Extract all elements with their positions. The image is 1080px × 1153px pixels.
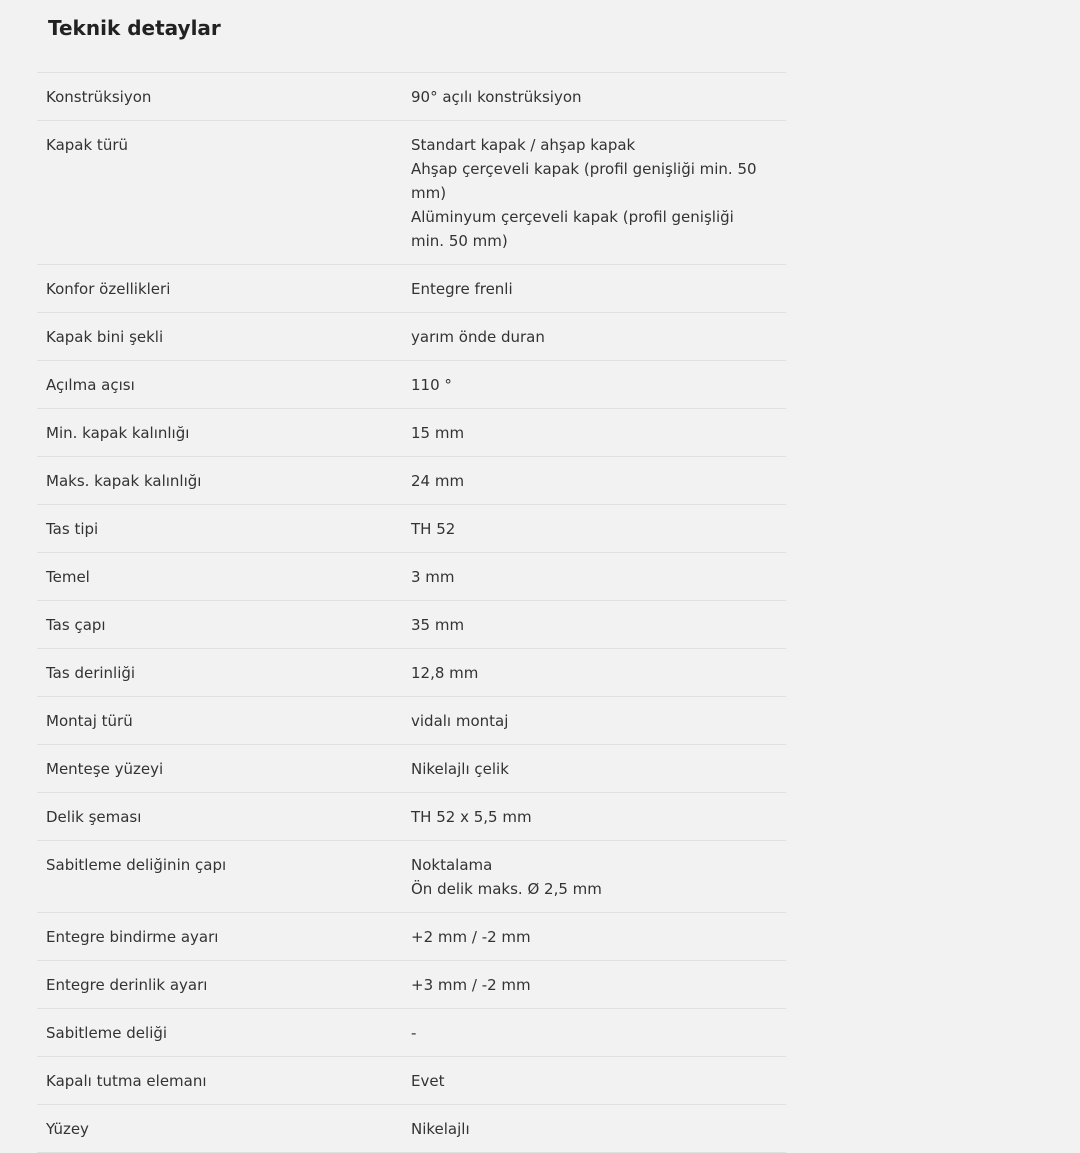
spec-row-mentese-yuzeyi [37, 745, 786, 793]
spec-value: 3 mm [411, 568, 455, 586]
spec-row-delik-semasi [37, 793, 786, 841]
spec-label: Yüzey [46, 1120, 89, 1138]
spec-label: Sabitleme deliğinin çapı [46, 856, 227, 874]
spec-label: Tas tipi [46, 520, 99, 538]
spec-value: Nikelajlı [411, 1120, 470, 1138]
spec-row-tas-capi [37, 601, 786, 649]
spec-row-kapak-bini-sekli [37, 313, 786, 361]
spec-label: Açılma açısı [46, 376, 135, 394]
spec-value: Standart kapak / ahşap kapak Ahşap çerçeveli kapak (profil genişliği min. 50 mm) Alüminyum çerçeveli kapak (profil genişliği min. 50 mm) [411, 136, 757, 250]
spec-value: +3 mm / -2 mm [411, 976, 531, 994]
spec-row-montaj-turu [37, 697, 786, 745]
spec-value: - [411, 1024, 417, 1042]
spec-label: Entegre bindirme ayarı [46, 928, 219, 946]
spec-label: Sabitleme deliği [46, 1024, 168, 1042]
spec-label: Kapak türü [46, 136, 128, 154]
spec-label: Kapalı tutma elemanı [46, 1072, 207, 1090]
spec-row-konstruksiyon [37, 73, 786, 121]
spec-label: Tas derinliği [46, 664, 136, 682]
spec-label: Montaj türü [46, 712, 133, 730]
spec-table [37, 72, 786, 1153]
spec-row-sabitleme-deliginin-capi [37, 841, 786, 913]
section-title: Teknik detaylar [48, 16, 221, 40]
spec-row-acilma-acisi [37, 361, 786, 409]
spec-row-temel [37, 553, 786, 601]
spec-label: Menteşe yüzeyi [46, 760, 164, 778]
spec-row-tas-derinligi [37, 649, 786, 697]
spec-value: 12,8 mm [411, 664, 479, 682]
spec-row-entegre-bindirme-ayari [37, 913, 786, 961]
spec-row-yuzey [37, 1105, 786, 1153]
spec-label: Konstrüksiyon [46, 88, 152, 106]
spec-value: 35 mm [411, 616, 465, 634]
spec-label: Delik şeması [46, 808, 142, 826]
spec-value: yarım önde duran [411, 328, 545, 346]
spec-row-kapak-turu [37, 121, 786, 265]
spec-row-tas-tipi [37, 505, 786, 553]
spec-value: 90° açılı konstrüksiyon [411, 88, 582, 106]
spec-label: Maks. kapak kalınlığı [46, 472, 202, 490]
spec-value: +2 mm / -2 mm [411, 928, 531, 946]
spec-value: Entegre frenli [411, 280, 513, 298]
spec-row-min-kapak-kalinligi [37, 409, 786, 457]
spec-label: Tas çapı [46, 616, 106, 634]
spec-value: TH 52 x 5,5 mm [411, 808, 532, 826]
spec-row-konfor-ozellikleri [37, 265, 786, 313]
spec-row-entegre-derinlik-ayari [37, 961, 786, 1009]
spec-label: Temel [46, 568, 90, 586]
spec-value: vidalı montaj [411, 712, 509, 730]
spec-value: 15 mm [411, 424, 465, 442]
spec-value: Evet [411, 1072, 445, 1090]
spec-row-kapali-tutma-elemani [37, 1057, 786, 1105]
spec-label: Min. kapak kalınlığı [46, 424, 190, 442]
spec-value: Noktalama Ön delik maks. Ø 2,5 mm [411, 856, 602, 898]
spec-row-sabitleme-deligi [37, 1009, 786, 1057]
spec-value: TH 52 [411, 520, 456, 538]
spec-value: 110 ° [411, 376, 452, 394]
spec-label: Kapak bini şekli [46, 328, 164, 346]
spec-value: 24 mm [411, 472, 465, 490]
spec-value: Nikelajlı çelik [411, 760, 509, 778]
spec-row-maks-kapak-kalinligi [37, 457, 786, 505]
spec-label: Konfor özellikleri [46, 280, 171, 298]
spec-label: Entegre derinlik ayarı [46, 976, 208, 994]
